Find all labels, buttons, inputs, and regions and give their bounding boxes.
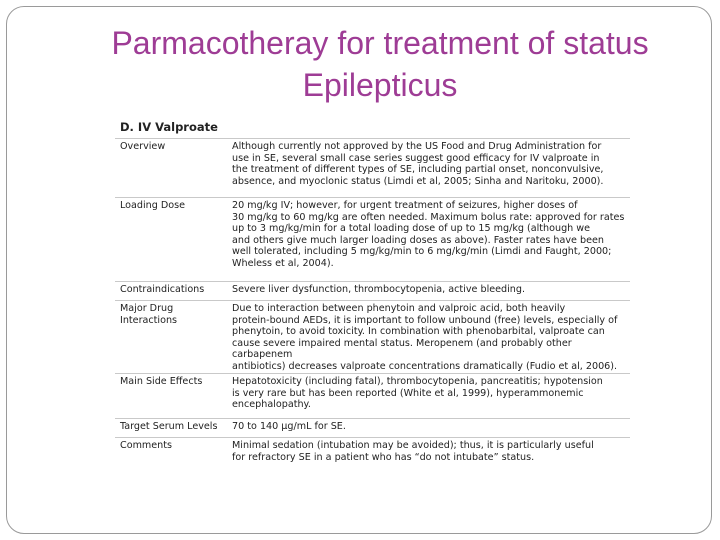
row-divider — [115, 138, 630, 139]
row-divider — [115, 197, 630, 198]
table-heading: D. IV Valproate — [120, 120, 218, 134]
row-divider — [115, 437, 630, 438]
row-text: 20 mg/kg IV; however, for urgent treatment of seizures, higher doses of 30 mg/kg to 60 mg/kg are often needed. Maximum bolus rate: approved for rates up to 3 mg/kg/min for a total loading dose of up to 15 mg/kg (although we and others give much larger loading doses as above). Faster rates have been well tolerated, including 5 mg/kg/min to 6 mg/kg/min (Limdi and Faught, 2000; Wheless et al, 2004). — [232, 200, 625, 269]
row-divider — [115, 281, 630, 282]
row-text: Due to interaction between phenytoin and valproic acid, both heavily protein-bound AEDs, it is important to follow unbound (free) levels, especially of phenytoin, to avoid toxicity. In combination with phenobarbital, valproate can cause severe impaired mental status. Meropenem (and probably other carbapenem antibiotics) decreases valproate concentrations dramatically (Fudio et al, 2006). — [232, 303, 618, 372]
row-label: Contraindications — [120, 284, 205, 295]
table-row-overview — [115, 138, 630, 194]
row-label: Comments — [120, 440, 173, 451]
table-row-comments — [115, 437, 630, 467]
row-text: Hepatotoxicity (including fatal), thrombocytopenia, pancreatitis; hypotension is very rare but has been reported (White et al, 1999), hyperammonemic encephalopathy. — [232, 376, 603, 411]
row-divider — [115, 418, 630, 419]
table-row-contraindications — [115, 281, 630, 299]
valproate-table — [115, 115, 630, 468]
row-text: Although currently not approved by the US Food and Drug Administration for use in SE, several small case series suggest good efficacy for IV valproate in the treatment of different types of SE, including partial onset, nonconvulsive, absence, and myoclonic status (Limdi et al, 2005; Sinha and Naritoku, 2000). — [232, 141, 604, 187]
row-text: Severe liver dysfunction, thrombocytopenia, active bleeding. — [232, 284, 526, 295]
row-label: Main Side Effects — [120, 376, 203, 387]
table-row-drug-interactions — [115, 300, 630, 370]
row-label: Loading Dose — [120, 200, 186, 211]
row-label: Overview — [120, 141, 166, 152]
row-label: Target Serum Levels — [120, 421, 218, 432]
row-divider — [115, 373, 630, 374]
slide-title: Parmacotheray for treatment of status Epilepticus — [111, 25, 649, 103]
row-text: 70 to 140 µg/mL for SE. — [232, 421, 346, 432]
table-row-side-effects — [115, 373, 630, 416]
table-row-serum-levels — [115, 418, 630, 436]
row-label: Major Drug Interactions — [120, 303, 178, 326]
row-text: Minimal sedation (intubation may be avoided); thus, it is particularly useful for refractory SE in a patient who has “do not intubate” status. — [232, 440, 594, 463]
table-row-loading-dose — [115, 197, 630, 280]
row-divider — [115, 300, 630, 301]
